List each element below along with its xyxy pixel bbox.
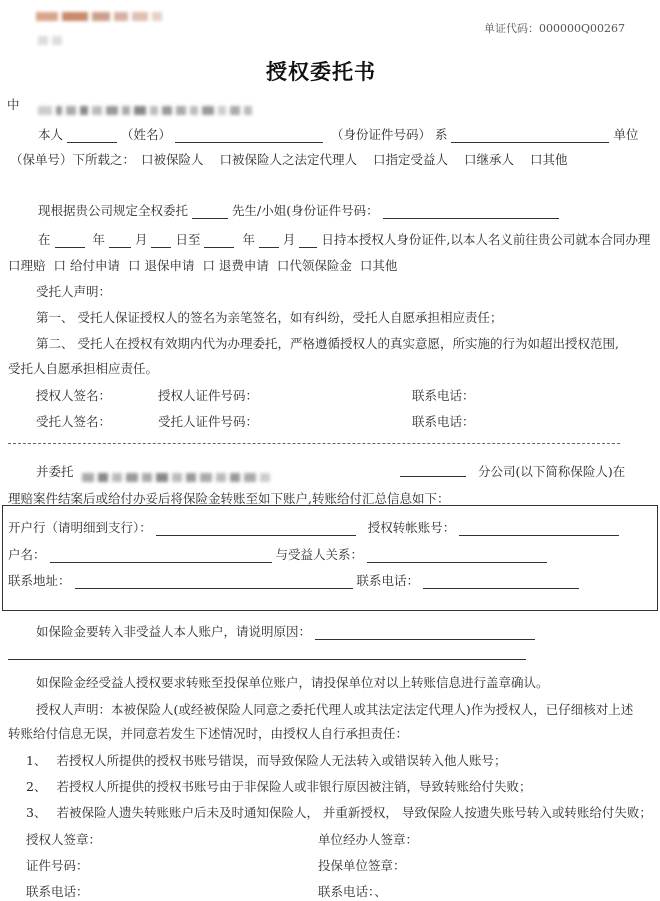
bank-label: 开户行（请明细到支行）： [8,520,152,535]
item-surrender[interactable]: 口 退保申请 [127,258,195,273]
unit-handler-label: 单位经办人签章： [318,832,419,847]
transfer-line1-b: 分公司(以下简称保险人)在 [478,464,626,479]
to-day-blank[interactable] [299,233,317,248]
transfer-line1-a: 并委托 [36,464,74,479]
item-payment[interactable]: 口 给付申请 [53,258,120,273]
reason-label: 如保险金要转入非受益人本人账户，请说明原因： [36,624,312,639]
address-label: 联系地址： [8,573,71,588]
grantor-sig-label: 授权人签名： [36,388,112,403]
unit-label: 单位 [613,127,639,142]
holder-row [8,545,547,563]
to-year-blank[interactable] [204,233,234,248]
opt-heir[interactable]: 口继承人 [464,152,515,167]
account-label: 授权转帐账号： [367,520,456,535]
grantor-phone-label: 联系电话： [412,388,475,403]
day-to-label: 日至 [175,232,201,247]
agent-id-label: 受托人证件号码： [158,414,259,429]
phone-blank[interactable] [423,574,579,589]
phone-field-label: 联系电话： [356,573,419,588]
agent-id-blank[interactable] [383,204,559,219]
agent-sig-label: 受托人签名： [36,414,112,429]
grantor-id-label: 授权人证件号码： [158,388,259,403]
page-title: 授权委托书 [266,59,376,84]
opt-legal-rep[interactable]: 口被保险人之法定代理人 [219,152,358,167]
entrust-text-c: 日持本授权人身份证件,以本人名义前往贵公司就本合同办理 [321,232,651,247]
list-text: 若授权人所提供的授权书账号由于非保险人或非银行原因被注销，导致转账给付失败； [56,779,532,794]
address-row [8,571,579,589]
policy-line [10,150,568,168]
statement-item1: 第一、 受托人保证授权人的签名为亲笔签名，如有纠纷，受托人自愿承担相应责任； [36,310,503,325]
list-text: 若被保险人遗失转账账户后未及时通知保险人， 并重新授权， 导致保险人按遗失账号转入或转账给付失败； [56,805,652,820]
id-label: （身份证件号码） [330,127,431,142]
from-label: 在 [38,232,51,247]
item-claim[interactable]: 口理赔 [8,258,46,273]
month-label-2: 月 [282,232,296,247]
declaration-b: 转账给付信息无误，并同意若发生下述情况时，由授权人自行承担责任： [8,726,409,741]
grantor-seal-label: 授权人签章： [26,832,102,847]
unit-blank[interactable] [451,128,609,143]
blurred-branch-name [82,467,274,486]
entrust-text-a: 现根据贵公司规定全权委托 [38,203,189,218]
relation-label: 系 [434,127,448,142]
item-other[interactable]: 口其他 [359,258,398,273]
branch-blank[interactable] [400,462,466,477]
id-number-label: 证件号码： [26,858,89,873]
reason-row [36,622,535,640]
blurred-header-logo [36,6,166,25]
item-refund[interactable]: 口 退费申请 [202,258,269,273]
doc-code [484,20,625,36]
bank-blank[interactable] [156,521,356,536]
to-month-blank[interactable] [259,233,279,248]
reason-blank[interactable] [315,625,535,640]
list-item [26,751,506,769]
from-day-blank[interactable] [151,233,171,248]
doc-code-value: 000000Q00267 [539,22,626,35]
doc-code-label: 单证代码： [484,22,539,35]
opt-other[interactable]: 口其他 [530,152,568,167]
year-label-1: 年 [92,232,105,247]
opt-insured[interactable]: 口被保险人 [141,152,204,167]
name-label: （姓名） [120,127,171,142]
month-label-1: 月 [134,232,148,247]
statement-item2a: 第二、 受托人在授权有效期内代为办理委托，严格遵循授权人的真实意愿，所实施的行为如超出授权范围, [36,336,619,351]
item-collect[interactable]: 口代领保险金 [276,258,352,273]
dashed-divider [8,443,620,444]
name-blank[interactable] [175,128,323,143]
holder-label: 户名： [8,547,46,562]
account-blank[interactable] [459,521,619,536]
bank-row [8,518,619,536]
list-num: 3、 [26,805,47,820]
holder-seal-label: 投保单位签章： [318,858,406,873]
blurred-header-sub [38,30,66,49]
entrust-line2 [38,230,650,248]
statement-item2b: 受托人自愿承担相应责任。 [8,361,159,376]
unit-seal-note: 如保险金经受益人授权要求转账至投保单位账户，请投保单位对以上转账信息进行盖章确认。 [36,675,549,690]
intro-line [38,125,638,143]
relation-field-label: 与受益人关系： [275,547,363,562]
from-month-blank[interactable] [109,233,131,248]
self-blank[interactable] [67,128,117,143]
statement-heading: 受托人声明： [36,284,112,299]
list-num: 1、 [26,753,47,768]
reason-blank-line2[interactable] [8,645,526,660]
agent-phone-label: 联系电话： [412,414,475,429]
footer-phone-2: 联系电话：、 [318,884,387,899]
list-item [26,803,652,821]
list-text: 若授权人所提供的授权书账号错误，而导致保险人无法转入或错误转入他人账号； [56,753,507,768]
from-year-blank[interactable] [55,233,85,248]
entrust-line1 [38,201,559,219]
address-blank[interactable] [75,574,353,589]
agent-name-blank[interactable] [192,204,228,219]
holder-blank[interactable] [50,548,272,563]
list-num: 2、 [26,779,47,794]
entrust-items [8,256,397,274]
footer-phone-1: 联系电话： [26,884,89,899]
declaration-a: 授权人声明：本被保险人(或经被保险人同意之委托代理人或其法定法定代理人)作为授权人，已仔细核对上述 [36,702,634,717]
entrust-text-b: 先生/小姐(身份证件号码： [231,203,379,218]
policy-label: （保单号）下所载之： [10,152,136,167]
year-label-2: 年 [242,232,255,247]
blurred-company-name [38,100,256,119]
relation-blank[interactable] [367,548,547,563]
list-item [26,777,531,795]
recipient-prefix: 中 [7,97,20,112]
opt-beneficiary[interactable]: 口指定受益人 [373,152,449,167]
self-label: 本人 [38,127,64,142]
transfer-line2: 理赔案件结案后或给付办妥后将保险金转账至如下账户,转账给付汇总信息如下： [8,491,450,506]
